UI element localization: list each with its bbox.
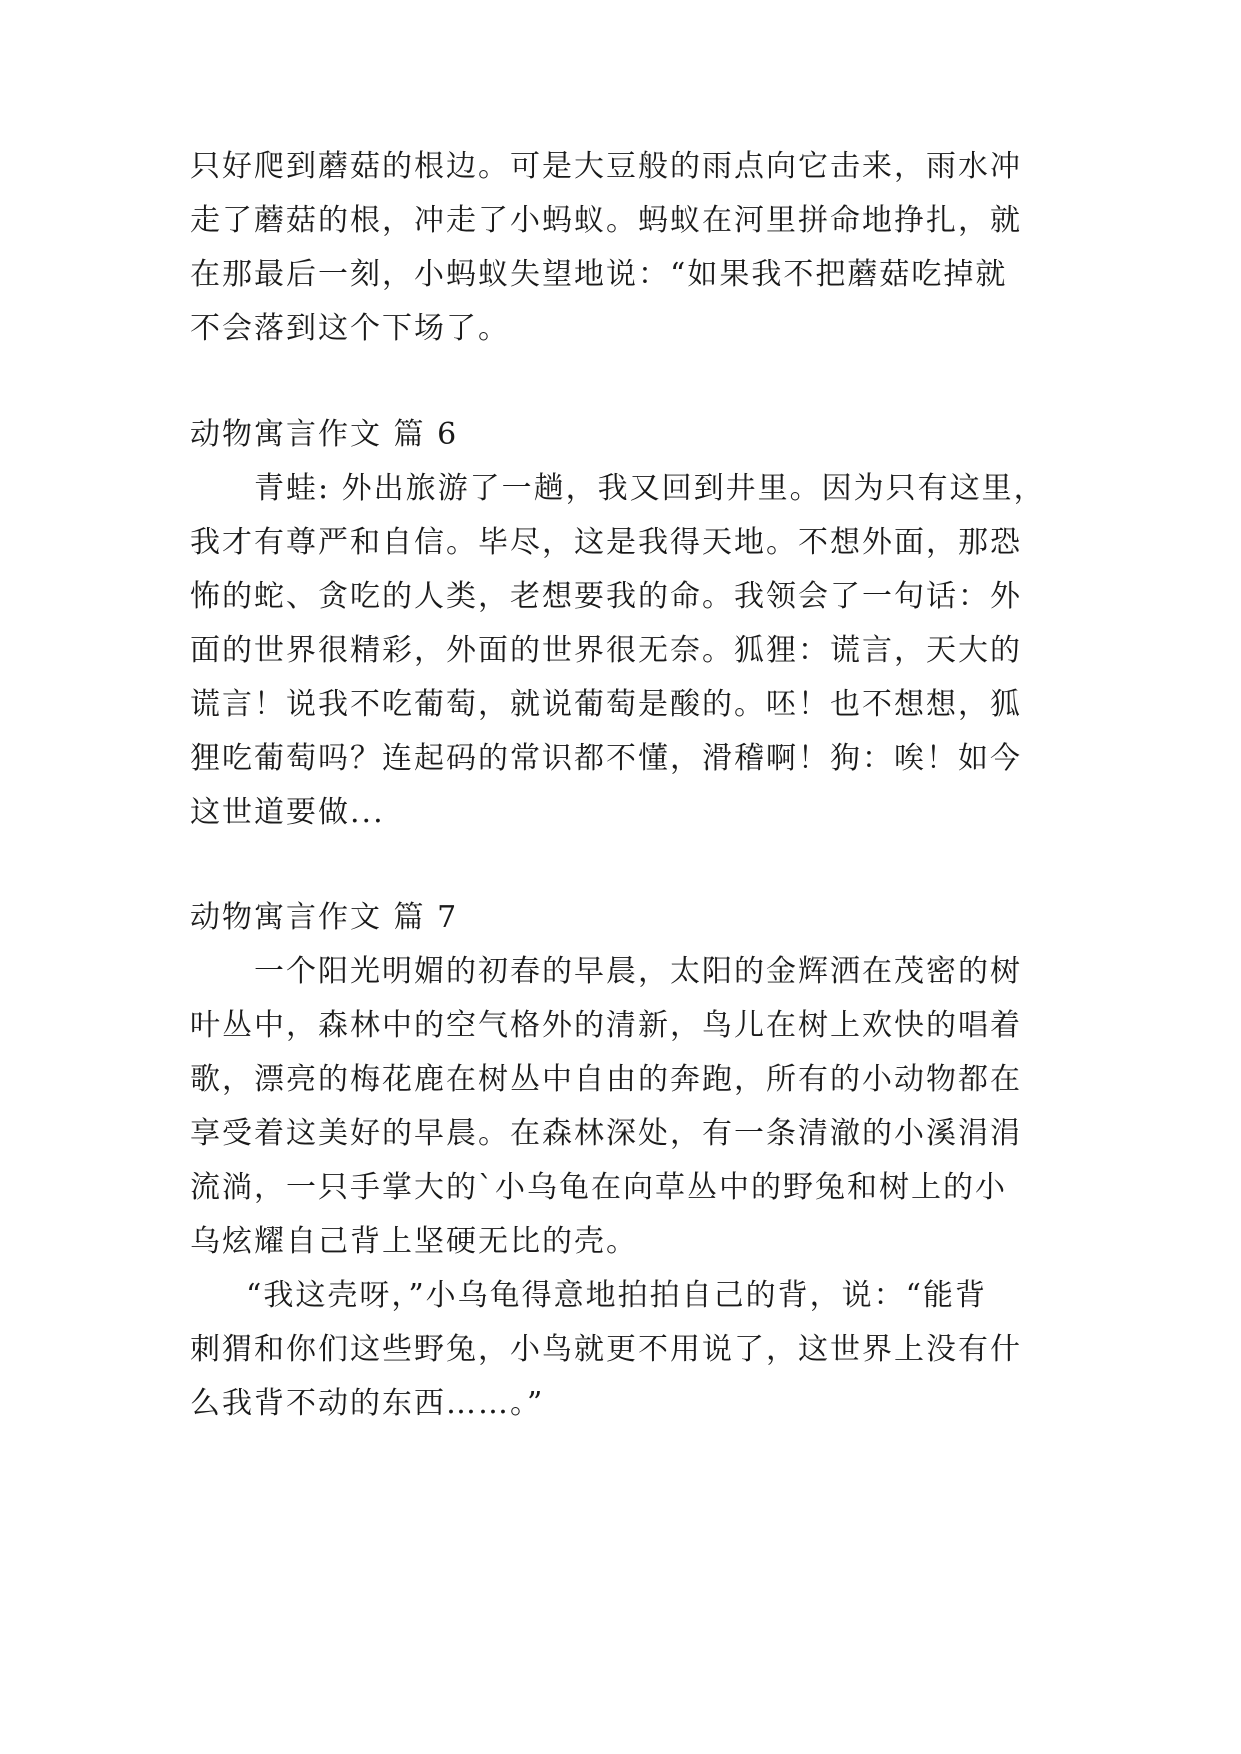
text-line: 我才有尊严和自信。毕尽，这是我得天地。不想外面，那恐	[190, 525, 1022, 560]
text-line: 一个阳光明媚的初春的早晨，太阳的金辉洒在茂密的树	[254, 954, 1022, 989]
text-line: 歌，漂亮的梅花鹿在树丛中自由的奔跑，所有的小动物都在	[190, 1062, 1022, 1097]
text-line: 刺猬和你们这些野兔，小鸟就更不用说了，这世界上没有什	[190, 1332, 1022, 1367]
text-line: 走了蘑菇的根，冲走了小蚂蚁。蚂蚁在河里拼命地挣扎，就	[190, 203, 1022, 238]
text-line: “我这壳呀，”小乌龟得意地拍拍自己的背，说：“能背	[246, 1278, 988, 1313]
text-line: 面的世界很精彩，外面的世界很无奈。狐狸：谎言，天大的	[190, 633, 1022, 668]
text-line: 怖的蛇、贪吃的人类，老想要我的命。我领会了一句话：外	[190, 579, 1022, 614]
text-line: 乌炫耀自己背上坚硬无比的壳。	[190, 1224, 638, 1259]
text-line: 流淌，一只手掌大的`小乌龟在向草丛中的野兔和树上的小	[190, 1170, 1007, 1205]
section-heading: 动物寓言作文 篇 7	[190, 900, 459, 935]
text-line: 叶丛中，森林中的空气格外的清新，鸟儿在树上欢快的唱着	[190, 1008, 1022, 1043]
text-line: 么我背不动的东西……。”	[190, 1386, 545, 1421]
text-line: 青蛙: 外出旅游了一趟，我又回到井里。因为只有这里，	[254, 471, 1046, 506]
text-line: 享受着这美好的早晨。在森林深处，有一条清澈的小溪涓涓	[190, 1116, 1022, 1151]
text-line: 只好爬到蘑菇的根边。可是大豆般的雨点向它击来，雨水冲	[190, 149, 1022, 184]
section-heading: 动物寓言作文 篇 6	[190, 417, 459, 452]
text-line: 狸吃葡萄吗？连起码的常识都不懂，滑稽啊！狗：唉！如今	[190, 741, 1022, 776]
text-line: 在那最后一刻，小蚂蚁失望地说：“如果我不把蘑菇吃掉就	[190, 257, 1008, 292]
text-line: 谎言！说我不吃葡萄，就说葡萄是酸的。呸！也不想想，狐	[190, 687, 1022, 722]
text-line: 这世道要做...	[190, 795, 385, 830]
text-line: 不会落到这个下场了。	[190, 311, 510, 346]
